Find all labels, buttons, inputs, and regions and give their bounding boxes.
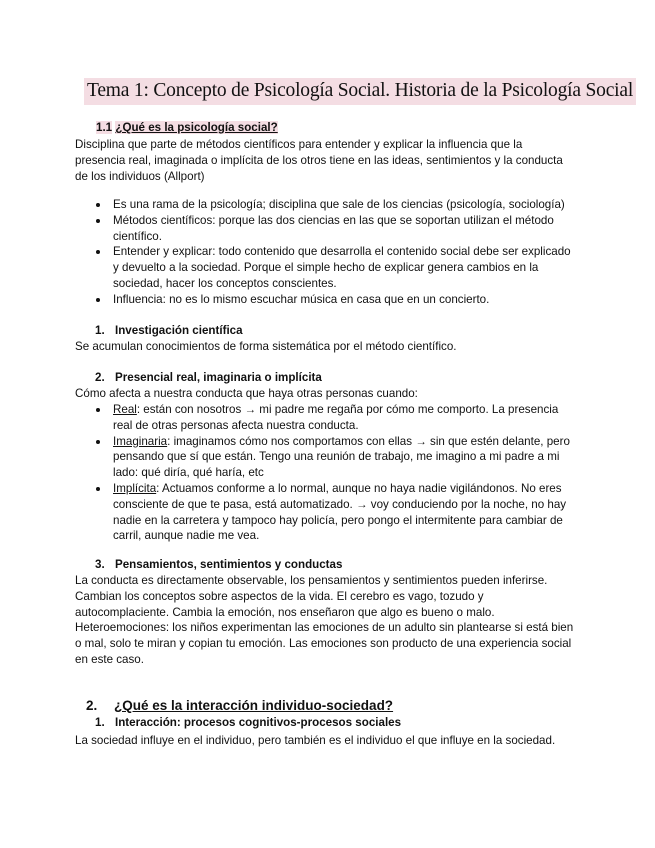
section-2-heading (76, 697, 576, 715)
term-description: : están con nosotros → mi padre me regaña por cómo me comporto. La presencia real de otras personas afecta nuestra conducta. (113, 403, 559, 432)
list-item (75, 481, 575, 544)
term-description: : imaginamos cómo nos comportamos con ellas → sin que estén delante, pero pensando que sí que están. Tengo una reunión de trabajo, me imagino a mi padre a mi lado: qué diría, qué haría, etc (113, 434, 570, 480)
subsection-number: 2. (95, 371, 105, 384)
subsection-number: 3. (95, 558, 105, 571)
section-2-text: La sociedad influye en el individuo, pero también es el individuo el que influye en la sociedad. (75, 734, 556, 747)
subsection-3-text: La conducta es directamente observable, los pensamientos y sentimientos pueden inferirse. Cambian los conceptos sobre aspectos de la vida. El cerebro es vago, tozudo y autocomplaciente. Cambia la emoción, nos enseñaron que algo es bueno o malo. Heteroemociones: los niños experimentan las emociones de un adulto sin plantearse si está bien o mal, solo te miran y copian tu emoción. Las emociones son producto de una experiencia social en este caso. (75, 574, 574, 666)
presence-types-list (75, 402, 575, 544)
list-item (75, 434, 575, 481)
term-imaginaria: Imaginaria (113, 434, 168, 448)
term-real: Real (113, 403, 137, 416)
section-1-1-title: ¿Qué es la psicología social? (115, 121, 278, 134)
list-item: Métodos científicos: porque las dos ciencias en las que se soportan utilizan el método científico. (75, 213, 575, 245)
subsection-1-heading (75, 323, 595, 339)
section-2-subheading (75, 715, 595, 731)
subsection-3-heading (75, 557, 595, 573)
subsection-2-heading (75, 370, 595, 386)
definition-paragraph: Disciplina que parte de métodos científicos para entender y explicar la influencia que la presencia real, imaginada o implícita de los otros tiene en las ideas, sentimientos y la conducta de los individuos (Allport) (75, 138, 563, 183)
document-title: Tema 1: Concepto de Psicología Social. Historia de la Psicología Social (84, 78, 636, 105)
subsection-title: Presencial real, imaginaria o implícita (115, 371, 322, 384)
section-number: 2. (86, 698, 98, 713)
section-1-1-number: 1.1 (96, 121, 113, 134)
term-implicita: Implícita (113, 481, 157, 495)
list-item: Influencia: no es lo mismo escuchar música en casa que en un concierto. (75, 292, 575, 308)
section-1-1-heading (96, 120, 596, 136)
subsection-2-intro: Cómo afecta a nuestra conducta que haya otras personas cuando: (75, 387, 418, 400)
term-description: : Actuamos conforme a lo normal, aunque no haya nadie vigilándonos. No eres consciente de que te pasa, está automatizado. → voy conduciendo por la noche, no hay nadie en la carretera y tampoco hay policía, pero pongo el intermitente para cambiar de carril, aunque nadie me vea. (113, 481, 567, 543)
subsection-1-text: Se acumulan conocimientos de forma sistemática por el método científico. (75, 340, 457, 353)
list-item: Es una rama de la psicología; disciplina que sale de los ciencias (psicología, sociología) (75, 197, 575, 213)
subsection-number: 1. (95, 324, 105, 337)
subsection-number: 1. (95, 716, 105, 729)
list-item: Entender y explicar: todo contenido que desarrolla el contenido social debe ser explicado y devuelto a la sociedad. Porque el simple hecho de explicar genera cambios en la sociedad, hacer los conceptos conscientes. (75, 244, 575, 291)
subsection-title: Investigación científica (115, 324, 243, 337)
subsection-title: Interacción: procesos cognitivos-procesos sociales (115, 716, 402, 729)
subsection-title: Pensamientos, sentimientos y conductas (115, 558, 343, 571)
features-list (75, 197, 575, 308)
section-title: ¿Qué es la interacción individuo-sociedad? (114, 698, 394, 713)
list-item (75, 402, 575, 434)
